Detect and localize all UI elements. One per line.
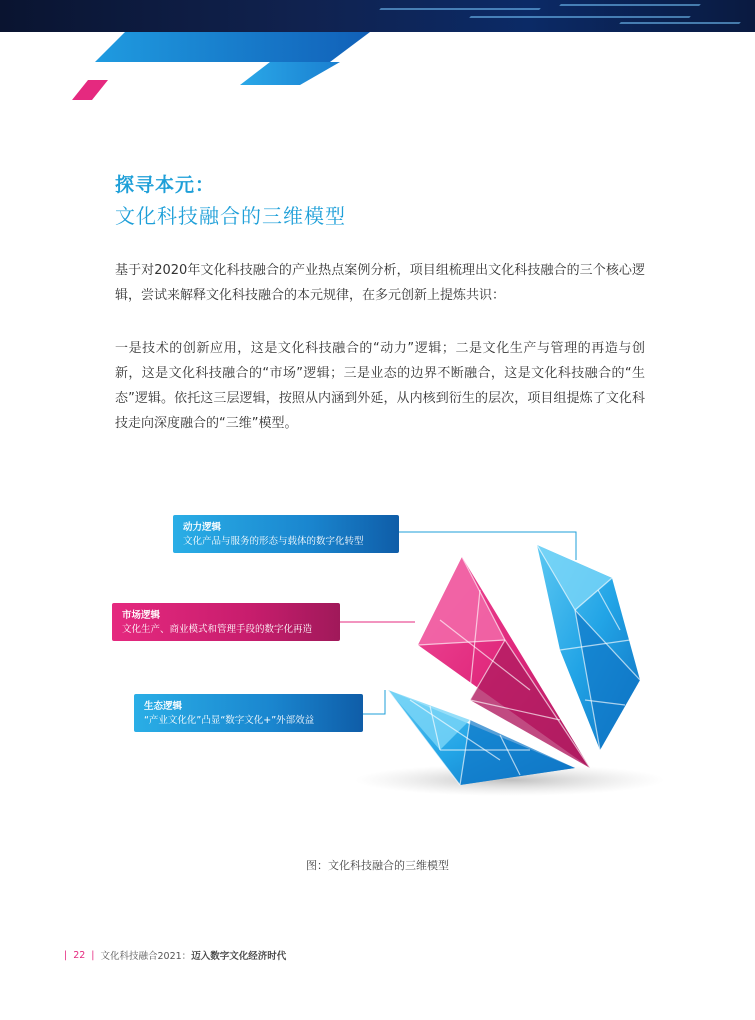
label-shichang-desc: 文化生产、商业模式和管理手段的数字化再造 — [122, 624, 313, 635]
section-heading: 探寻本元： — [115, 174, 216, 196]
label-shengtai-logic — [134, 694, 363, 732]
connector-shengtai — [363, 690, 385, 714]
section-subheading: 文化科技融合的三维模型 — [115, 204, 346, 228]
book-title — [101, 948, 287, 962]
footer-divider: | — [64, 949, 68, 961]
figure-caption: 图：文化科技融合的三维模型 — [306, 859, 449, 872]
label-shengtai-desc: “产业文化化”凸显“数字文化+”外部效益 — [144, 715, 315, 726]
label-dongli-title: 动力逻辑 — [183, 522, 222, 533]
body-paragraph-1: 基于对2020年文化科技融合的产业热点案例分析，项目组梳理出文化科技融合的三个核心逻辑，尝试来解释文化科技融合的本元规律，在多元创新上提炼共识： — [115, 263, 645, 303]
page-number: 22 — [73, 949, 86, 961]
page-footer — [64, 948, 286, 962]
label-dongli-desc: 文化产品与服务的形态与载体的数字化转型 — [183, 536, 364, 547]
body-paragraph-2: 一是技术的创新应用，这是文化科技融合的“动力”逻辑；二是文化生产与管理的再造与创新，这是文化科技融合的“市场”逻辑；三是业态的边界不断融合，这是文化科技融合的“生态”逻辑。依托这三层逻辑，按照从内涵到外延，从内核到衍生的层次，项目组提炼了文化科技走向深度融合的“三维”模型。 — [115, 341, 645, 431]
book-title-prefix: 文化科技融合2021： — [100, 951, 192, 962]
book-title-bold: 迈入数字文化经济时代 — [191, 951, 287, 962]
label-dongli-logic — [173, 515, 399, 553]
label-shichang-logic — [112, 603, 340, 641]
footer-divider: | — [91, 949, 95, 961]
label-shengtai-title: 生态逻辑 — [144, 701, 183, 712]
label-shichang-title: 市场逻辑 — [122, 610, 161, 621]
